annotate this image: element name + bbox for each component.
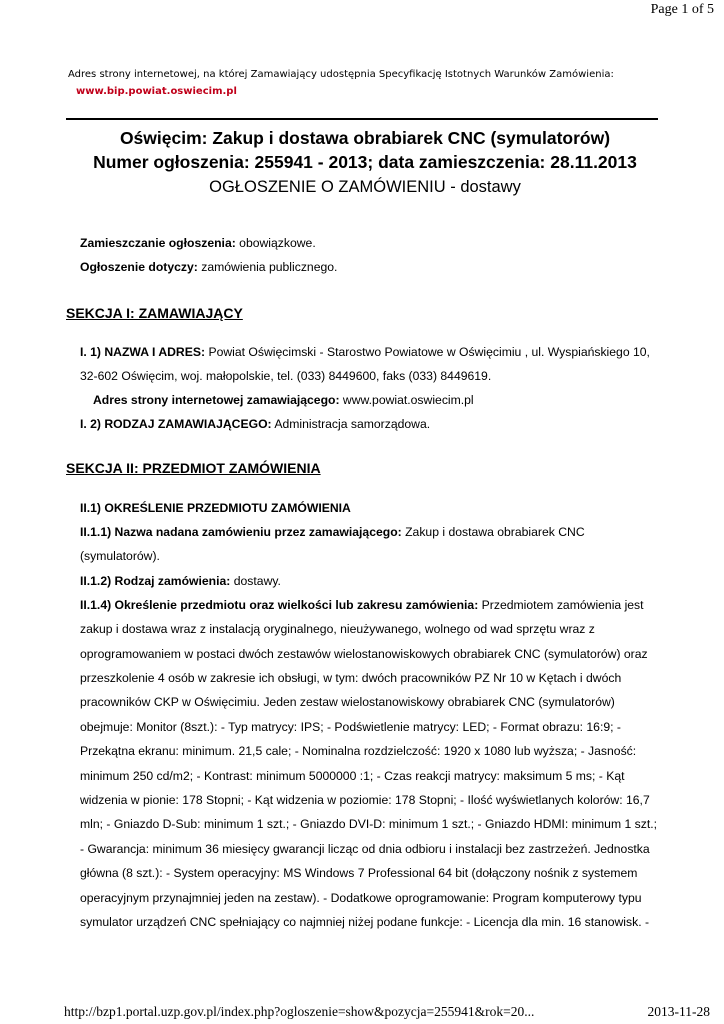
subject-definition-label: II.1) OKREŚLENIE PRZEDMIOTU ZAMÓWIENIA: [80, 501, 351, 515]
notice-title: Oświęcim: Zakup i dostawa obrabiarek CNC (symulatorów): [119, 128, 611, 148]
order-name-label: II.1.1) Nazwa nadana zamówieniu przez zamawiającego:: [80, 525, 402, 539]
header-divider: [66, 118, 658, 120]
bip-note: [68, 66, 684, 100]
website-value: www.powiat.oswiecim.pl: [342, 393, 474, 407]
footer-date: 2013-11-28: [647, 1004, 710, 1019]
order-scope-label: II.1.4) Określenie przedmiotu oraz wielkości lub zakresu zamówienia:: [80, 597, 479, 612]
order-kind-value: dostawy.: [233, 573, 281, 588]
page-number: Page 1 of 5: [650, 2, 714, 17]
section-1-heading: SEKCJA I: ZAMAWIAJĄCY: [66, 305, 243, 321]
placement-label: Zamieszczanie ogłoszenia:: [80, 236, 236, 250]
section-1-body: [80, 340, 660, 436]
section-2-heading: SEKCJA II: PRZEDMIOT ZAMÓWIENIA: [66, 460, 321, 476]
order-name-value: Zakup i dostawa obrabiarek CNC (symulatorów).: [80, 525, 585, 564]
notice-title-block: [60, 126, 670, 200]
placement-value: obowiązkowe.: [239, 236, 316, 250]
website-label: Adres strony internetowej zamawiającego:: [93, 393, 340, 407]
contracting-type-label: I. 2) RODZAJ ZAMAWIAJĄCEGO:: [80, 417, 272, 431]
contracting-address: 32-602 Oświęcim, woj. małopolskie, tel. (033) 8449600, faks (033) 8449619.: [80, 369, 492, 383]
order-scope-value: Przedmiotem zamówienia jest zakup i dostawa wraz z instalacją oryginalnego, nieużywanego, wolnego od wad sprzętu wraz z oprogramowaniem w postaci dwóch zestawów wielostanowiskowych obrabiarek CNC (symulatorów) oraz przeszkolenie 4 osób w zakresie ich obsługi, w tym: dwóch pracowników PZ Nr 10 w Kętach i dwóch pracowników CKP w Oświęcimiu. Jeden zestaw wielostanowiskowy obrabiarek CNC (symulatorów) obejmuje: Monitor (8szt.): - Typ matrycy: IPS; - Podświetlenie matrycy: LED; - Format obrazu: 16:9; - Przekątna ekranu: minimum. 21,5 cale; - Nominalna rozdzielczość: 1920 x 1080 lub wyższa; - Jasność: minimum 250 cd/m2; - Kontrast: minimum 5000000 :1; - Czas reakcji matrycy: maksimum 5 ms; - Kąt widzenia w pionie: 178 Stopni; - Kąt widzenia w poziomie: 178 Stopni; - Ilość wyświetlanych kolorów: 16,7 mln; - Gniazdo D-Sub: minimum 1 szt.; - Gniazdo DVI-D: minimum 1 szt.; - Gniazdo HDMI: minimum 1 szt.; - Gwarancja: minimum 36 miesięcy gwarancji licząc od dnia odbioru i instalacji bez zastrzeżeń. Jednostka główna (8 szt.): - System operacyjny: MS Windows 7 Professional 64 bit (dołączony nośnik z systemem operacyjnym przynajmniej jeden na zestaw). - Dodatkowe oprogramowanie: Program komputerowy typu symulator urządzeń CNC spełniający co najmniej niżej podane funkcje: - Licencja dla min. 16 stanowisk. -: [80, 597, 658, 930]
concerns-value: zamówienia publicznego.: [201, 260, 338, 274]
print-footer: [64, 1004, 710, 1020]
bip-note-text: Adres strony internetowej, na której Zamawiający udostępnia Specyfikację Istotnych Warunków Zamówienia:: [68, 69, 614, 80]
concerns-label: Ogłoszenie dotyczy:: [80, 260, 198, 274]
section-2-body: [80, 496, 660, 935]
contracting-type-value: Administracja samorządowa.: [274, 417, 431, 431]
notice-number: Numer ogłoszenia: 255941 - 2013; data zamieszczenia: 28.11.2013: [93, 152, 637, 172]
contracting-name-label: I. 1) NAZWA I ADRES:: [80, 345, 206, 359]
bip-url-link[interactable]: www.bip.powiat.oswiecim.pl: [76, 86, 237, 97]
footer-url: http://bzp1.portal.uzp.gov.pl/index.php?ogloszenie=show&pozycja=255941&rok=20...: [64, 1004, 535, 1019]
contracting-name-value: Powiat Oświęcimski - Starostwo Powiatowe w Oświęcimiu , ul. Wyspiańskiego 10,: [208, 345, 650, 359]
notice-subtitle: OGŁOSZENIE O ZAMÓWIENIU - dostawy: [209, 178, 521, 196]
order-kind-label: II.1.2) Rodzaj zamówienia:: [80, 573, 231, 588]
notice-meta: [80, 231, 660, 279]
